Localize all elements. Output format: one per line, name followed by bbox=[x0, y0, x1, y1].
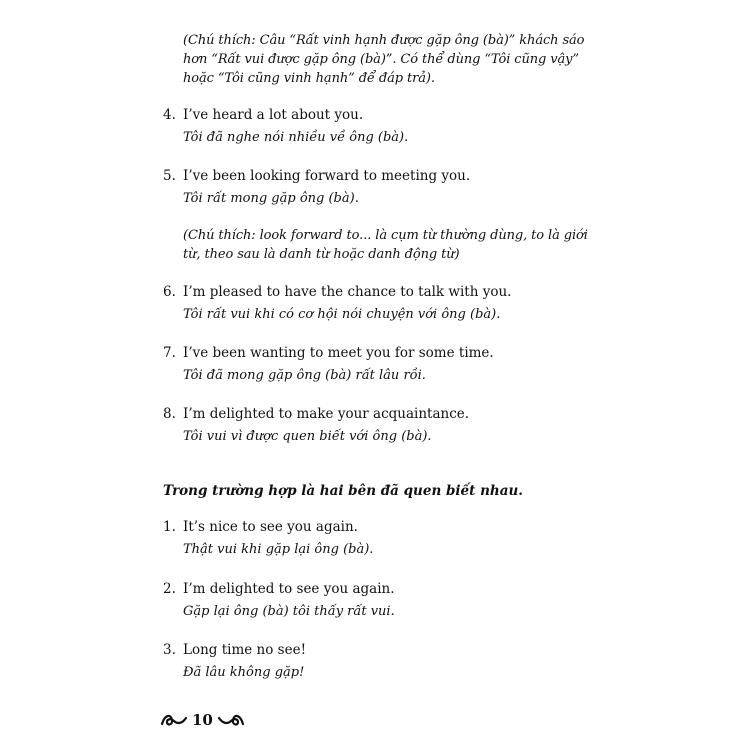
item-number: 8. bbox=[163, 406, 176, 422]
note-mid: (Chú thích: look forward to... là cụm từ thường dùng, to là giới từ, theo sau là danh từ hoặc danh động từ) bbox=[183, 228, 588, 262]
english-phrase: I’ve been wanting to meet you for some time. bbox=[183, 345, 494, 361]
note-top: (Chú thích: Câu “Rất vinh hạnh được gặp ông (bà)” khách sáo hơn “Rất vui được gặp ông (bà)”. Có thể dùng “Tôi cũng vậy” hoặc “Tôi cũng vinh hạnh” để đáp trả). bbox=[183, 33, 585, 86]
vietnamese-translation: Tôi đã nghe nói nhiều về ông (bà). bbox=[183, 130, 409, 145]
item-number: 4. bbox=[163, 107, 176, 123]
english-phrase: Long time no see! bbox=[183, 642, 306, 658]
item-number: 1. bbox=[163, 519, 176, 535]
item-number: 3. bbox=[163, 642, 176, 658]
vietnamese-translation: Đã lâu không gặp! bbox=[183, 665, 305, 680]
vietnamese-translation: Tôi rất mong gặp ông (bà). bbox=[183, 191, 359, 206]
item-number: 5. bbox=[163, 168, 176, 184]
section-heading: Trong trường hợp là hai bên đã quen biết nhau. bbox=[163, 483, 523, 499]
left-flourish-icon bbox=[160, 712, 188, 728]
page-footer bbox=[160, 708, 245, 732]
item-number: 6. bbox=[163, 284, 176, 300]
english-phrase: It’s nice to see you again. bbox=[183, 519, 358, 535]
english-phrase: I’m delighted to make your acquaintance. bbox=[183, 406, 470, 422]
vietnamese-translation: Tôi vui vì được quen biết với ông (bà). bbox=[183, 429, 432, 444]
vietnamese-translation: Gặp lại ông (bà) tôi thấy rất vui. bbox=[183, 604, 395, 619]
english-phrase: I’ve been looking forward to meeting you. bbox=[183, 168, 471, 184]
item-number: 7. bbox=[163, 345, 176, 361]
right-flourish-icon bbox=[217, 712, 245, 728]
page-number: 10 bbox=[192, 711, 213, 729]
vietnamese-translation: Tôi rất vui khi có cơ hội nói chuyện với ông (bà). bbox=[183, 307, 501, 322]
vietnamese-translation: Thật vui khi gặp lại ông (bà). bbox=[183, 542, 374, 557]
item-number: 2. bbox=[163, 581, 176, 597]
vietnamese-translation: Tôi đã mong gặp ông (bà) rất lâu rồi. bbox=[183, 368, 426, 383]
english-phrase: I’m delighted to see you again. bbox=[183, 581, 395, 597]
english-phrase: I’m pleased to have the chance to talk with you. bbox=[183, 284, 512, 300]
english-phrase: I’ve heard a lot about you. bbox=[183, 107, 364, 123]
